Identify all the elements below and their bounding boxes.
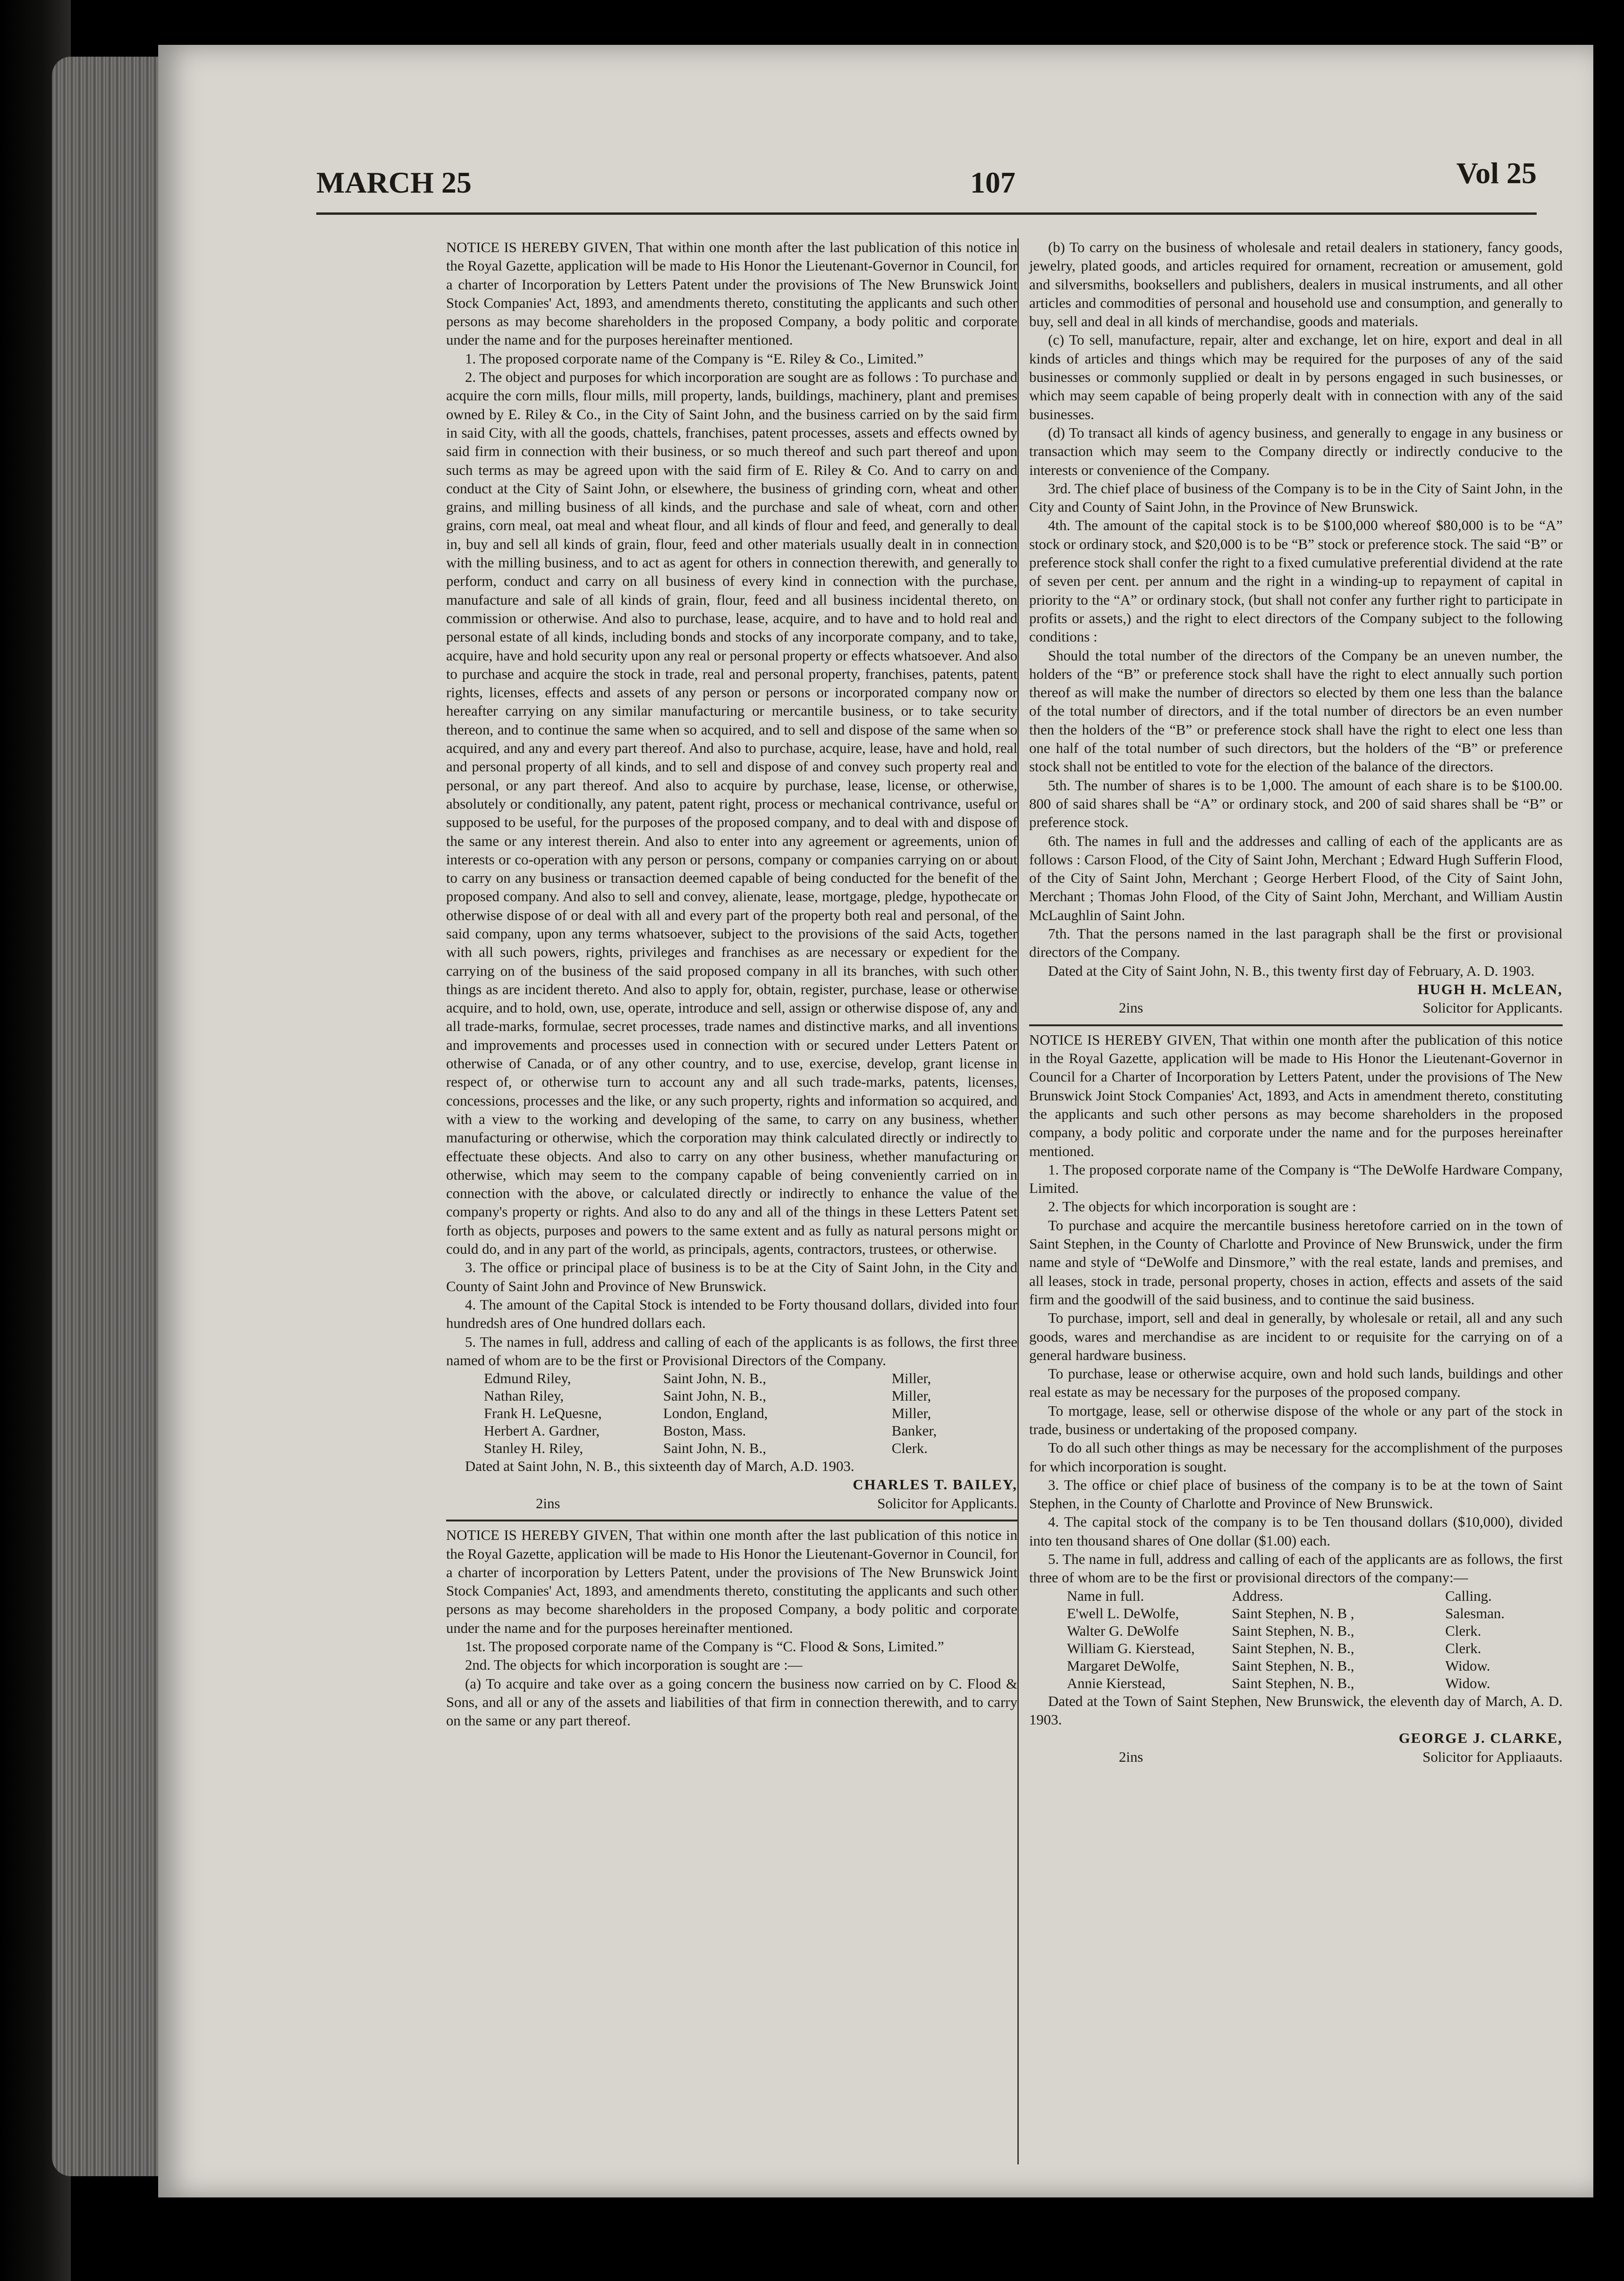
header-volume: Vol 25 — [1456, 156, 1537, 190]
applicant-name: E'well L. DeWolfe, — [1067, 1605, 1179, 1622]
table-row — [446, 1422, 1017, 1440]
applicant-name: Nathan Riley, — [484, 1388, 564, 1404]
applicant-address: Saint Stephen, N. B., — [1232, 1622, 1354, 1639]
applicant-name: Stanley H. Riley, — [484, 1440, 584, 1457]
gazette-page — [158, 45, 1593, 2197]
notice-intro: NOTICE IS HEREBY GIVEN, That within one month after the last publication of this notice in the Royal Gazette, application will be made to His Honor the Lieutenant-Governor in Council, for a charter of Incorporation by Letters Patent under the provisions of The New Brunswick Joint Stock Companies' Act, 1893, and amendments thereto, constituting the applicants and such other persons as may become shareholders in the proposed Company, a body politic and corporate under the name and for the purposes hereinafter mentioned. — [446, 239, 1017, 348]
applicant-address: London, England, — [663, 1405, 768, 1422]
applicant-address: Saint Stephen, N. B , — [1232, 1605, 1354, 1622]
applicant-address: Saint John, N. B., — [663, 1440, 766, 1457]
applicant-address: Saint Stephen, N. B., — [1232, 1657, 1354, 1674]
header-page-number: 107 — [970, 166, 1015, 199]
table-row — [446, 1440, 1017, 1457]
dated-line: Dated at Saint John, N. B., this sixteenth day of March, A.D. 1903. — [465, 1458, 854, 1475]
page-stack-edges — [52, 57, 161, 2176]
applicant-calling: Clerk. — [1445, 1640, 1481, 1656]
signature-block — [446, 1476, 1017, 1513]
notice-paragraph: 3. The office or principal place of business is to be at the City of Saint John, in the City and County of Saint John and Province of New Brunswick. — [446, 1259, 1017, 1294]
signer-role: Solicitor for Applicants. — [877, 1495, 1017, 1512]
applicant-name: Edmund Riley, — [484, 1370, 571, 1387]
notice-intro: NOTICE IS HEREBY GIVEN, That within one month after the publication of this notice in the Royal Gazette, application will be made to His Honor the Lieutenant-Governor in Council for a Charter of Incorporation by Letters Patent, under the provisions of The New Brunswick Joint Stock Companies' Act, 1893, and Acts in amendment thereto, constituting the applicants and such other persons as may become shareholders in the proposed company, a body politic and corporate under the name and for the purposes hereinafter mentioned. — [1029, 1031, 1563, 1159]
table-row — [446, 1387, 1017, 1405]
applicants-table — [446, 1370, 1017, 1457]
page-header — [316, 156, 1537, 215]
applicant-calling: Clerk. — [1445, 1622, 1481, 1639]
left-column — [446, 238, 1017, 1731]
notice-paragraph: To purchase and acquire the mercantile business heretofore carried on in the town of Saint Stephen, in the County of Charlotte and Province of New Brunswick, under the firm name and style of “DeWolfe and Dinsmore,” with the real estate, lands and premises, and all leases, stock in trade, personal property, choses in action, effects and assets of the said firm and the goodwill of the said business, and to continue the said business. — [1029, 1217, 1563, 1308]
table-header-row — [1029, 1588, 1563, 1605]
applicant-calling: Banker, — [891, 1423, 937, 1439]
notice-paragraph: 2nd. The objects for which incorporation is sought are :— — [465, 1657, 803, 1673]
notice-paragraph: (b) To carry on the business of wholesale and retail dealers in stationery, fancy goods, jewelry, plated goods, and articles required for ornament, recreation or amusement, gold and silversmiths, booksellers and publishers, dealers in musical instruments, and all other articles and commodities of personal and household use and consumption, and generally to buy, sell and deal in all kinds of merchandise, goods and materials. — [1029, 239, 1563, 330]
applicant-calling: Miller, — [891, 1370, 931, 1387]
table-row — [1029, 1640, 1563, 1657]
notice-paragraph: 2. The object and purposes for which incorporation are sought are as follows : To purchase and acquire the corn mills, flour mills, mill property, lands, buildings, machinery, plant and premises owned by E. Riley & Co., in the City of Saint John, and the business carried on by the said firm in said City, with all the goods, chattels, franchises, patent processes, assets and effects owned by said firm in connection with their business, or so much thereof and such part thereof and upon such terms as may be agreed upon with the said firm of E. Riley & Co. And to carry on and conduct at the City of Saint John, or elsewhere, the business of grinding corn, wheat and other grains, and milling business of all kinds, and the purchase and sale of wheat, corn and other grains, corn meal, oat meal and wheat flour, and all kinds of flour and feed, and generally to deal in, buy and sell all kinds of grain, flour, feed and other materials usually dealt in in connection with the milling business, and to act as agent for others in connection therewith, and generally to perform, conduct and carry on all business of every kind in connection with the purchase, manufacture and sale of all kinds of grain, flour, feed and all business incidental thereto, on commission or otherwise. And also to purchase, lease, acquire, and to have and to hold real and personal estate of all kinds, including bonds and stocks of any incorporate company, and to take, acquire, have and hold security upon any real or personal property or effects whatsoever. And also to purchase and acquire the stock in trade, real and personal property, franchises, patents, patent rights, licenses, effects and assets of any person or persons or incorporated company now or hereafter carrying on any similar manufacturing or mercantile business, or to take security thereon, and to continue the same when so acquired, and to sell and dispose of the same when so acquired, and any and every part thereof. And also to purchase, acquire, lease, have and hold, real and personal property of all kinds, and to sell and dispose of and convey such property real and personal, or any part thereof. And also to acquire by purchase, lease, license, or otherwise, absolutely or conditionally, any patent, patent right, process or mechanical contrivance, useful or supposed to be useful, for the purposes of the proposed company, and to deal with and dispose of the same or any interest therein. And also to enter into any agreement or agreements, union of interests or co-operation with any person or persons, company or companies carrying on or about to carry on any business or transaction deemed capable of being conducted for the benefit of the proposed company. And also to sell and convey, alienate, lease, mortgage, pledge, hypothecate or otherwise dispose of or deal with all and every part of the property both real and personal, of the said company, upon any terms whatsoever, subject to the provisions of the said Acts, together with all such powers, rights, privileges and franchises as are necessary or expedient for the carrying on of the business of the said proposed company in all its branches, with such other things as are incident thereto. And also to apply for, obtain, register, purchase, lease or otherwise acquire, and to hold, own, use, operate, introduce and sell, assign or otherwise dispose of, any and all trade-marks, formulae, secret processes, trade names and distinctive marks, and all inventions and improvements and processes used in connection with or secured under Letters Patent or otherwise of Canada, or of any other country, and to use, exercise, develop, grant license in respect of, or otherwise turn to account any and all such trade-marks, patents, licenses, concessions, processes and the like, or any such property, rights and information so acquired, and with a view to the working and developing of the same, to carry on any business, whether manufacturing or otherwise, which the corporation may think calculated directly or indirectly to effectuate these objects. And also to carry on any other business, whether manufacturing or otherwise, which may seem to the company capable of being conveniently carried on in connection with the above, or calculated directly or indirectly to enhance the value of the company's property or rights. And also to do any and all of the things in these Letters Patent set forth as objects, purposes and powers to the same extent and as fully as natural persons might or could do, and in any part of the world, as principals, agents, contractors, trustees, or otherwise. — [446, 369, 1017, 1258]
notice-paragraph: 4th. The amount of the capital stock is to be $100,000 whereof $80,000 is to be “A” stock or ordinary stock, and $20,000 is to be “B” stock or preference stock. The said “B” or preference stock shall confer the right to a fixed cumulative preferential dividend at the rate of seven per cent. per annum and the right in a winding-up to repayment of capital in priority to the “A” or ordinary stock, (but shall not confer any further right to participate in profits or assets,) and the right to elect directors of the Company subject to the following conditions : — [1029, 517, 1563, 645]
notice-paragraph: To do all such other things as may be necessary for the accomplishment of the purposes for which incorporation is sought. — [1029, 1440, 1563, 1475]
signer-name: GEORGE J. CLARKE, — [1398, 1730, 1563, 1747]
notice-flood — [446, 1520, 1017, 1730]
applicant-address: Saint Stephen, N. B., — [1232, 1675, 1354, 1691]
right-column — [1029, 238, 1563, 1766]
applicant-name: William G. Kierstead, — [1067, 1640, 1195, 1656]
notice-paragraph: 1. The proposed corporate name of the Company is “E. Riley & Co., Limited.” — [465, 350, 924, 367]
signer-name: CHARLES T. BAILEY, — [853, 1477, 1017, 1493]
applicant-name: Herbert A. Gardner, — [484, 1423, 600, 1439]
notice-paragraph: 5. The name in full, address and calling of each of the applicants are as follows, the first three of whom are to be the first or provisional directors of the company:— — [1029, 1551, 1563, 1586]
applicant-address: Saint John, N. B., — [663, 1370, 766, 1387]
table-row — [446, 1370, 1017, 1387]
notice-paragraph: (a) To acquire and take over as a going concern the business now carried on by C. Flood & Sons, and all or any of the assets and liabilities of that firm in connection therewith, and to carry on the same or any part thereof. — [446, 1675, 1017, 1729]
signer-role: Solicitor for Applicants. — [1422, 1000, 1563, 1016]
notice-paragraph: 4. The amount of the Capital Stock is intended to be Forty thousand dollars, divided into four hundredsh ares of One hundred dollars each. — [446, 1296, 1017, 1332]
column-header-address: Address. — [1232, 1588, 1284, 1604]
insertions-count: 2ins — [1119, 1749, 1143, 1765]
signature-block — [1029, 1729, 1563, 1766]
insertions-count: 2ins — [536, 1495, 560, 1512]
column-header-calling: Calling. — [1445, 1588, 1492, 1604]
notice-paragraph: 5. The names in full, address and calling of each of the applicants is as follows, the first three named of whom are to be the first or Provisional Directors of the Company. — [446, 1334, 1017, 1369]
notice-paragraph: 2. The objects for which incorporation is sought are : — [1048, 1199, 1356, 1215]
notice-paragraph: 3. The office or chief place of business of the company is to be at the town of Saint Stephen, in the County of Charlotte and Province of New Brunswick. — [1029, 1477, 1563, 1512]
table-row — [446, 1405, 1017, 1422]
notice-paragraph: Should the total number of the directors of the Company be an uneven number, the holders of the “B” or preference stock shall have the right to elect annually such portion thereof as will make the number of directors so elected by them one less than the balance of the total number of directors, and if the total number of directors be an even number then the holders of the “B” or preference stock shall have the right to elect one less than one half of the total number of such directors, but the holders of the “B” or preference stock shall not be entitled to vote for the election of the balance of the directors. — [1029, 647, 1563, 775]
applicants-table — [1029, 1588, 1563, 1692]
applicant-calling: Clerk. — [891, 1440, 928, 1457]
signature-block — [1029, 980, 1563, 1018]
column-divider — [1017, 238, 1019, 2164]
notice-paragraph: 5th. The number of shares is to be 1,000. The amount of each share is to be $100.00. 800 of said shares shall be “A” or ordinary stock, and 200 of said shares shall be “B” or preference stock. — [1029, 777, 1563, 831]
signer-role: Solicitor for Appliaauts. — [1422, 1749, 1563, 1765]
column-header-name: Name in full. — [1067, 1588, 1144, 1604]
notice-paragraph: 6th. The names in full and the addresses and calling of each of the applicants are as follows : Carson Flood, of the City of Saint John, Merchant ; Edward Hugh Sufferin Flood, of the City of Saint John, Merchant ; George Herbert Flood, of the City of Saint John, Merchant ; Thomas John Flood, of the City of Saint John, Merchant, and William Austin McLaughlin of Saint John. — [1029, 833, 1563, 923]
notice-paragraph: 1st. The proposed corporate name of the Company is “C. Flood & Sons, Limited.” — [465, 1639, 944, 1655]
applicant-name: Frank H. LeQuesne, — [484, 1405, 602, 1422]
notice-flood-continued — [1029, 238, 1563, 1018]
notice-riley — [446, 238, 1017, 1513]
notice-paragraph: To mortgage, lease, sell or otherwise dispose of the whole or any part of the stock in trade, business or undertaking of the proposed company. — [1029, 1402, 1563, 1437]
header-date: MARCH 25 — [316, 166, 472, 199]
notice-intro: NOTICE IS HEREBY GIVEN, That within one month after the last publication of this notice in the Royal Gazette, application will be made to His Honor the Lieutenant-Governor in Council, for a charter of incorporation by Letters Patent, under the provisions of The New Brunswick Joint Stock Companies' Act, 1893, and amendments thereto, constituting the applicants and such other persons as may become shareholders in the proposed Company, a body politic and corporate under the name and for the purposes hereinafter mentioned. — [446, 1527, 1017, 1636]
notice-paragraph: (d) To transact all kinds of agency business, and generally to engage in any business or transaction which may seem to the Company directly or indirectly conducive to the interests or convenience of the Company. — [1029, 424, 1563, 478]
applicant-calling: Widow. — [1445, 1675, 1490, 1691]
notice-paragraph: 3rd. The chief place of business of the Company is to be in the City of Saint John, in the City and County of Saint John, in the Province of New Brunswick. — [1029, 480, 1563, 515]
table-row — [1029, 1605, 1563, 1622]
insertions-count: 2ins — [1119, 1000, 1143, 1016]
dated-line: Dated at the City of Saint John, N. B., this twenty first day of February, A. D. 1903. — [1048, 963, 1535, 979]
notice-paragraph: 1. The proposed corporate name of the Company is “The DeWolfe Hardware Company, Limited. — [1029, 1161, 1563, 1197]
applicant-calling: Miller, — [891, 1388, 931, 1404]
notice-paragraph: (c) To sell, manufacture, repair, alter and exchange, let on hire, export and deal in all kinds of articles and things which may be required for the purposes of any of the said businesses or commonly supplied or dealt in by persons engaged in such businesses, or which may seem capable of being properly dealt with in connection with any of the said businesses. — [1029, 332, 1563, 422]
applicant-address: Saint John, N. B., — [663, 1388, 766, 1404]
applicant-name: Annie Kierstead, — [1067, 1675, 1166, 1691]
dated-line: Dated at the Town of Saint Stephen, New Brunswick, the eleventh day of March, A. D. 1903. — [1029, 1693, 1563, 1728]
notice-paragraph: 4. The capital stock of the company is to be Ten thousand dollars ($10,000), divided into ten thousand shares of One dollar ($1.00) each. — [1029, 1514, 1563, 1549]
applicant-address: Saint Stephen, N. B., — [1232, 1640, 1354, 1656]
notice-dewolfe — [1029, 1024, 1563, 1766]
applicant-calling: Widow. — [1445, 1657, 1490, 1674]
applicant-calling: Miller, — [891, 1405, 931, 1422]
notice-paragraph: To purchase, lease or otherwise acquire, own and hold such lands, buildings and other real estate as may be necessary for the purposes of the proposed company. — [1029, 1366, 1563, 1401]
table-row — [1029, 1675, 1563, 1692]
notice-paragraph: To purchase, import, sell and deal in generally, by wholesale or retail, all and any such goods, wares and merchandise as are incident to or requisite for the carrying on of a general hardware business. — [1029, 1310, 1563, 1363]
signer-name: HUGH H. McLEAN, — [1417, 981, 1563, 997]
applicant-name: Walter G. DeWolfe — [1067, 1622, 1179, 1639]
applicant-name: Margaret DeWolfe, — [1067, 1657, 1180, 1674]
applicant-calling: Salesman. — [1445, 1605, 1505, 1622]
table-row — [1029, 1657, 1563, 1675]
notice-paragraph: 7th. That the persons named in the last paragraph shall be the first or provisional directors of the Company. — [1029, 925, 1563, 961]
applicant-address: Boston, Mass. — [663, 1423, 746, 1439]
table-row — [1029, 1622, 1563, 1640]
